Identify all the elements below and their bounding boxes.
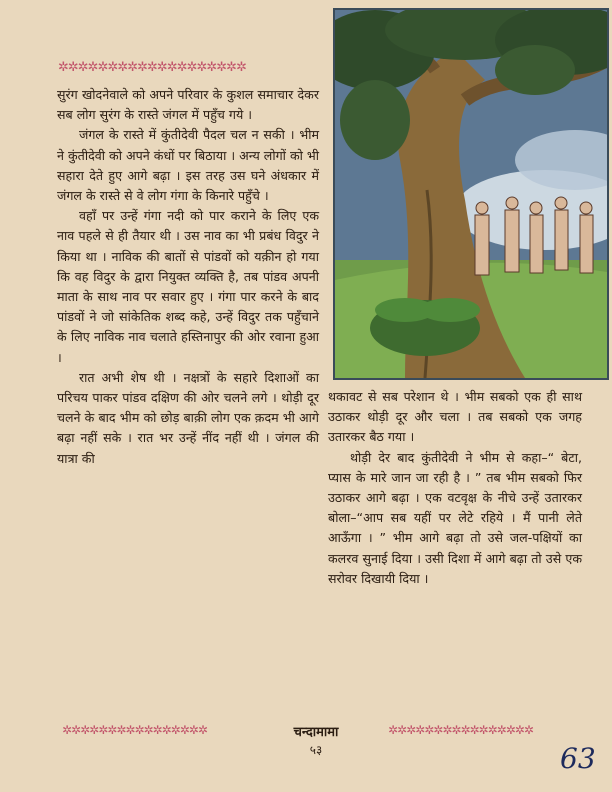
decorative-border-bottom-left: ✲✲✲✲✲✲✲✲✲✲✲✲✲✲✲✲	[62, 723, 207, 737]
paragraph: थोड़ी देर बाद कुंतीदेवी ने भीम से कहा–“ बेटा, प्यास के मारे जान जा रही है । ” तब भीम सबको फिर उठाकर आगे बढ़ा । एक वटवृक्ष के नीचे उन्हें उतारकर बोला–“आप सब यहीं पर लेटे रहिये । मैं पानी लेते आऊँगा । ” भीम आगे बढ़ा तो उसे जल-पक्षियों का कलरव सुनाई दिया । उसी दिशा में आगे बढ़ा तो उसे एक सरोवर दिखायी दिया ।	[328, 449, 582, 586]
paragraph: रात अभी शेष थी । नक्षत्रों के सहारे दिशाओं का परिचय पाकर पांडव दक्षिण की ओर चलने लगे । थोड़ी दूर चलने के बाद भीम को छोड़ बाक़ी लोग एक क़दम भी आगे बढ़ा नहीं सके । रात भर उन्हें नींद नहीं थी । जंगल की यात्रा की	[57, 369, 319, 466]
tree-forest-scene	[335, 10, 607, 378]
decorative-border-top: ✲✲✲✲✲✲✲✲✲✲✲✲✲✲✲✲✲✲✲	[58, 60, 246, 75]
paragraph: थकावट से सब परेशान थे । भीम सबको एक ही साथ उठाकर थोड़ी दूर और चला । तब सबको एक जगह उतारकर बैठ गया ।	[328, 389, 582, 445]
page-number: ५३	[309, 743, 323, 757]
paragraph: वहाँ पर उन्हें गंगा नदी को पार कराने के लिए एक नाव पहले से ही तैयार थी । उस नाव का भी प्रबंध विदुर ने किया था । नाविक की बातों से पांडवों को यक़ीन हो गया कि वह विदुर के द्वारा नियुक्त व्यक्ति है, तब पांडव अपनी माता के साथ नाव पर सवार हुए । गंगा पार करने के बाद पांडवों ने जो सांकेतिक शब्द कहे, उन्हें विदुर तक पहुँचाने के लिए नाविक नाव चलाते हस्तिनापुर की ओर रवाना हुआ ।	[57, 208, 319, 365]
decorative-border-bottom-right: ✲✲✲✲✲✲✲✲✲✲✲✲✲✲✲✲	[388, 723, 533, 737]
magazine-title: चन्दामामा	[293, 725, 339, 740]
right-text-column	[328, 387, 582, 589]
paragraph: जंगल के रास्ते में कुंतीदेवी पैदल चल न सकी । भीम ने कुंतीदेवी को अपने कंधों पर बिठाया । अन्य लोगों को भी सहारा देते हुए आगे बढ़ा । इस तरह उस घने अंधकार में जंगल के रास्ते से वे लोग गंगा के किनारे पहुँचे ।	[57, 127, 319, 204]
handwritten-page-number: 63	[560, 742, 596, 775]
paragraph: सुरंग खोदनेवाले को अपने परिवार के कुशल समाचार देकर सब लोग सुरंग के रास्ते जंगल में पहुँच गये ।	[57, 87, 319, 123]
left-text-column	[57, 85, 319, 469]
story-illustration	[333, 8, 609, 380]
